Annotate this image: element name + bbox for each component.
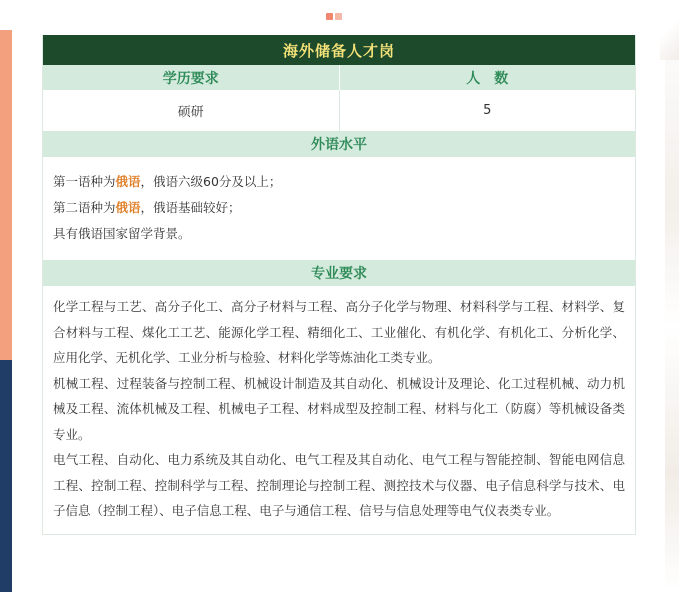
highlight-language: 俄语 [115,174,141,189]
majors-requirements [43,286,635,534]
language-line-2: 第二语种为俄语，俄语基础较好； [53,200,241,215]
education-header: 学历要求 [43,65,339,90]
language-requirements [43,157,635,260]
backdrop-left-orange [0,30,12,360]
majors-paragraph-mechanical: 机械工程、过程装备与控制工程、机械设计制造及其自动化、机械设计及理论、化工过程机械、动力机械及工程、流体机械及工程、机械电子工程、材料成型及控制工程、材料与化工（防腐）等机械设备类专业。 [53,375,625,442]
header-row [43,65,635,90]
page-title: 海外储备人才岗 [43,35,635,65]
language-line-1: 第一语种为俄语，俄语六级60分及以上； [53,174,282,189]
education-value: 硕研 [177,105,204,120]
backdrop-right-top [660,0,679,60]
language-line-3: 具有俄语国家留学背景。 [53,226,191,241]
highlight-language: 俄语 [115,200,141,215]
job-table [42,35,636,535]
backdrop-left-blue [0,360,12,592]
majors-heading: 专业要求 [43,260,635,286]
decorative-dots [326,13,342,20]
dot-icon [335,13,342,20]
value-row [43,90,635,131]
majors-paragraph-electrical: 电气工程、自动化、电力系统及其自动化、电气工程及其自动化、电气工程与智能控制、智能电网信息工程、控制工程、控制科学与工程、控制理论与控制工程、测控技术与仪器、电子信息科学与技术、电子信息（控制工程）、电子信息工程、电子与通信工程、信号与信息处理等电气仪表类专业。 [53,452,625,518]
language-heading: 外语水平 [43,131,635,157]
dot-icon [326,13,333,20]
count-header: 人 数 [339,65,636,90]
majors-paragraph-chemical: 化学工程与工艺、高分子化工、高分子材料与工程、高分子化学与物理、材料科学与工程、材料学、复合材料与工程、煤化工工艺、能源化学工程、精细化工、工业催化、有机化学、有机化工、分析化学、应用化学、无机化学、工业分析与检验、材料化学等炼油化工类专业。 [53,299,625,365]
count-value: 5 [339,90,636,131]
backdrop-right [665,0,679,592]
